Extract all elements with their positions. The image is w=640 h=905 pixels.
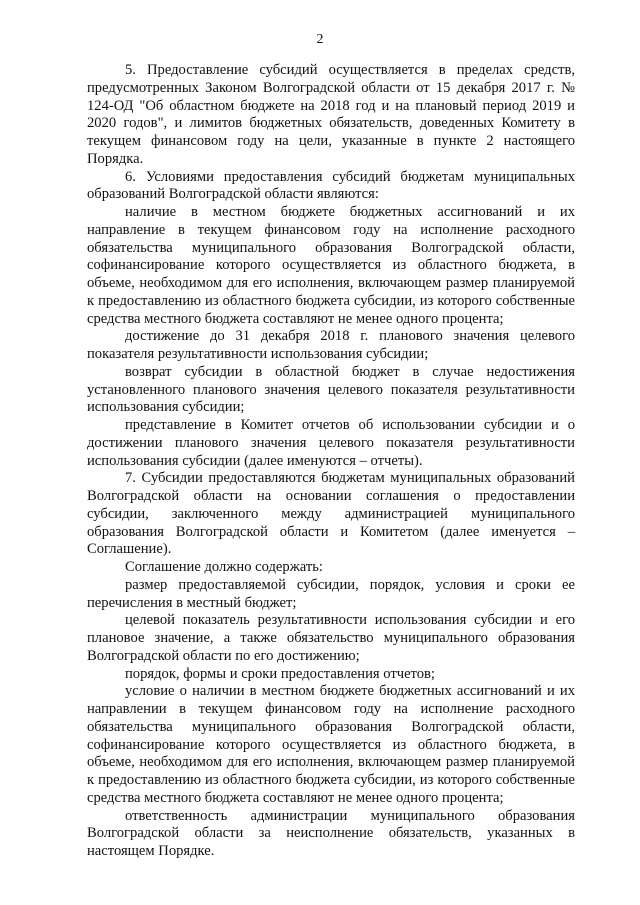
agreement-contents-heading: Соглашение должно содержать: [125, 559, 323, 575]
agreement-item-reports: порядок, формы и сроки предоставления отчетов; [125, 665, 435, 682]
condition-reports: представление в Комитет отчетов об использовании субсидии и о достижении планового значения целевого показателя результативности использования субсидии (далее именуются – отчеты). [87, 417, 575, 469]
condition-target-indicator: достижение до 31 декабря 2018 г. планового значения целевого показателя результативности использования субсидии; [87, 328, 575, 362]
paragraph-6-conditions: 6. Условиями предоставления субсидий бюджетам муниципальных образований Волгоградской области являются: [87, 168, 575, 203]
agreement-item-budget-condition: условие о наличии в местном бюджете бюджетных ассигнований и их направлении в текущем финансовом году на исполнение расходного обязательства муниципального образования Волгоградской области, софинансирование которого осуществляется из областного бюджета, в объеме, необходимом для его исполнения, включающем размер планируемой к предоставлению из областного бюджета субсидии, из которого собственные средства местного бюджета составляют не менее одного процента; [87, 683, 575, 806]
agreement-item-indicator: целевой показатель результативности использования субсидии и его плановое значение, а также обязательство муниципального образования Волгоградской области по его достижению; [87, 612, 575, 664]
condition-budget-allocation: наличие в местном бюджете бюджетных ассигнований и их направление в текущем финансовом году на исполнение расходного обязательства муниципального образования Волгоградской области, софинансирование которого осуществляется из областного бюджета, в объеме, необходимом для его исполнения, включающем размер планируемой к предоставлению из областного бюджета субсидии, из которого собственные средства местного бюджета составляют не менее одного процента; [87, 204, 575, 327]
condition-subsidy-return: возврат субсидии в областной бюджет в случае недостижения установленного планового значения целевого показателя результативности использования субсидии; [87, 363, 575, 416]
agreement-item-amount: размер предоставляемой субсидии, порядок, условия и сроки ее перечисления в местный бюджет; [87, 576, 575, 611]
paragraph-5-funding-limits: 5. Предоставление субсидий осуществляется в пределах средств, предусмотренных Законом Волгоградской области от 15 декабря 2017 г. № 124-ОД "Об областном бюджете на 2018 год и на плановый период 2019 и 2020 годов", и лимитов бюджетных обязательств, доведенных Комитету в текущем финансовом году на цели, указанные в пункте 2 настоящего Порядка. [87, 62, 575, 167]
page-number: 2 [316, 32, 324, 47]
document-body [87, 62, 575, 861]
paragraph-7-agreement: 7. Субсидии предоставляются бюджетам муниципальных образований Волгоградской области на основании соглашения о предоставлении субсидии, заключенного между администрацией муниципального образования Волгоградской области и Комитетом (далее именуется – Соглашение). [87, 470, 575, 558]
agreement-item-responsibility: ответственность администрации муниципального образования Волгоградской области за неисполнение обязательств, указанных в настоящем Порядке. [87, 807, 575, 859]
